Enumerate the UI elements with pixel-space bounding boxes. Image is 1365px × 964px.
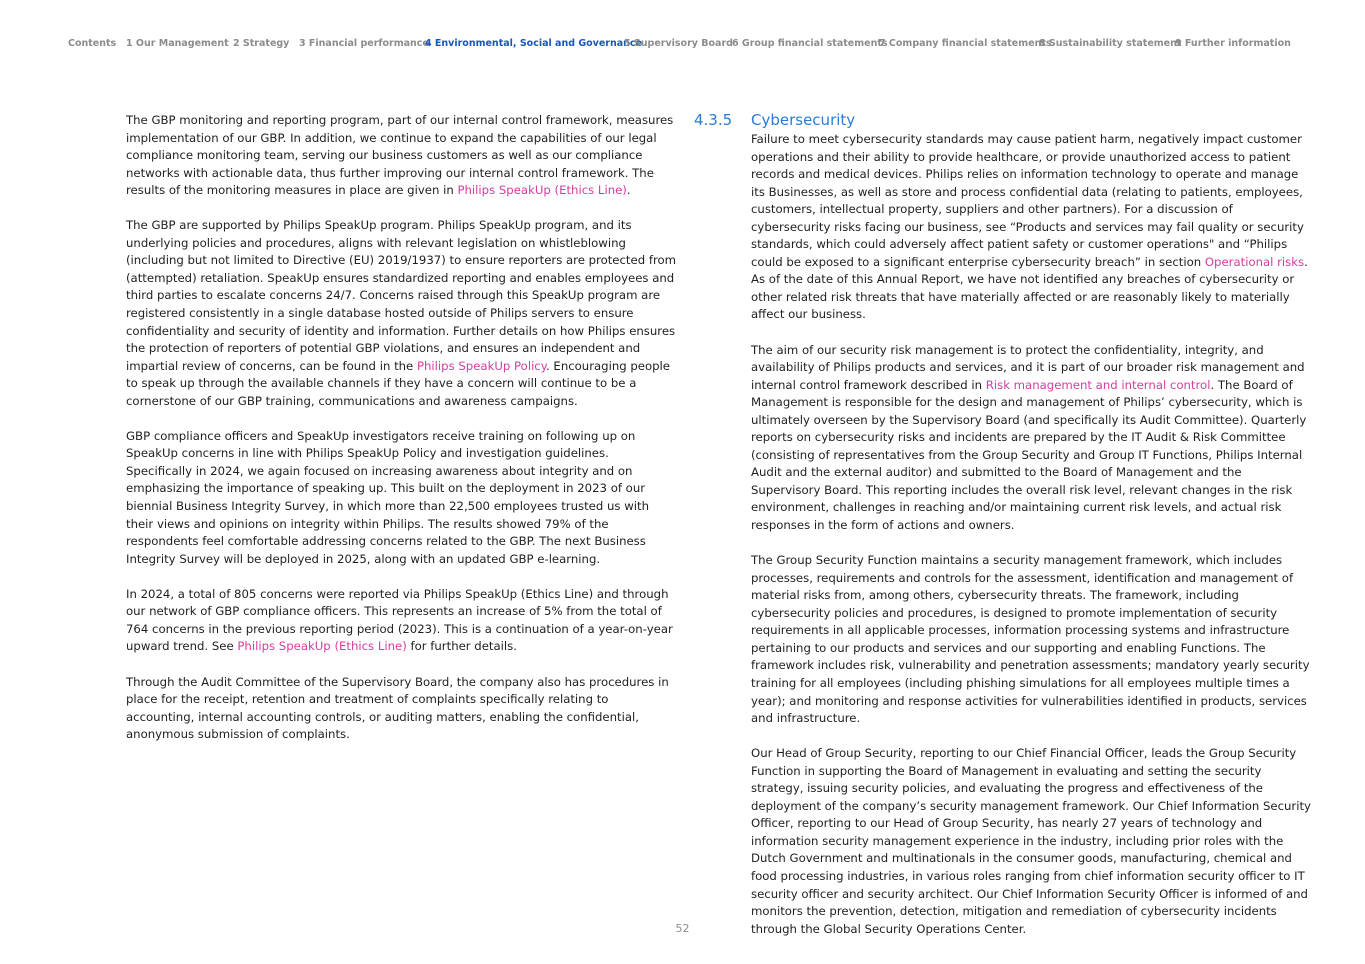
paragraph-concerns-reported: In 2024, a total of 805 concerns were reported via Philips SpeakUp (Ethics Line) and through our network of GBP compliance officers. This represents an increase of 5% from the total of 764 concerns in the previous reporting period (2023). This is a continuation of a year-on-year upward trend. See Philips SpeakUp (Ethics Line) for further details. [126, 586, 673, 654]
page-number: 52 [675, 922, 690, 935]
paragraph-speakup-program: The GBP are supported by Philips SpeakUp program. Philips SpeakUp program, and its underlying policies and procedures, aligns with relevant legislation on whistleblowing (including but not limited to Directive (EU) 2019/1937) to ensure reporters are protected from (attempted) retaliation. SpeakUp ensures standardized reporting and enables employees and third parties to escalate concerns 24/7. Concerns raised through this SpeakUp program are registered consistently in a single database hosted outside of Philips servers to ensure confidentiality and security of identity and information. Further details on how Philips ensures the protection of reporters of potential GBP violations, and ensures an independent and impartial review of concerns, can be found in the Philips SpeakUp Policy. Encouraging people to speak up through the available channels if they have a concern will continue to be a cornerstone of our GBP training, communications and awareness campaigns. [126, 218, 677, 408]
right-column [751, 131, 1311, 956]
left-column [126, 112, 678, 761]
paragraph-cyber-failure: Failure to meet cybersecurity standards may cause patient harm, negatively impact customer operations and their ability to provide healthcare, or provide unauthorized access to patient records and medical devices. Philips relies on information technology to operate and manage its Businesses, as well as store and process confidential data (relating to patients, employees, customers, intellectual property, suppliers and other partners). For a discussion of cybersecurity risks facing our business, see “Products and services may fail quality or security standards, which could adversely affect patient safety or customer operations" and “Philips could be exposed to a significant enterprise cybersecurity breach” in section Operational risks. As of the date of this Annual Report, we have not identified any breaches of cybersecurity or other related risk threats that have materially affected or are reasonably likely to materially affect our business. [751, 132, 1308, 322]
paragraph-compliance-training: GBP compliance officers and SpeakUp investigators receive training on following up on SpeakUp concerns in line with Philips SpeakUp Policy and investigation guidelines. Specifically in 2024, we again focused on increasing awareness about integrity and on emphasizing the importance of speaking up. This built on the deployment in 2023 of our biennial Business Integrity Survey, in which more than 22,500 employees trusted us with their views and opinions on integrity within Philips. The results showed 79% of the respondents feel comfortable addressing concerns related to the GBP. The next Business Integrity Survey will be deployed in 2025, along with an updated GBP e-learning. [126, 428, 649, 566]
top-navigation [68, 38, 1365, 52]
nav-strategy[interactable]: 2 Strategy [233, 38, 290, 49]
nav-contents[interactable]: Contents [68, 38, 117, 49]
paragraph-security-risk-management: The aim of our security risk management is to protect the confidentiality, integrity, and availability of Philips products and services, and it is part of our broader risk management and internal control framework described in Risk management and internal control. The Board of Management is responsible for the design and management of Philips’ cybersecurity, which is ultimately overseen by the Supervisory Board (and specifically its Audit Committee). Quarterly reports on cybersecurity risks and incidents are prepared by the IT Audit & Risk Committee (consisting of representatives from the Group Security and Group IT Functions, Philips Internal Audit and the external auditor) and submitted to the Board of Management and the Supervisory Board. This reporting includes the overall risk level, relevant changes in the risk environment, challenges in reaching and/or maintaining current risk levels, and actual risk responses in the form of actions and owners. [751, 342, 1307, 533]
section-number: 4.3.5 [694, 111, 733, 129]
paragraph-audit-committee: Through the Audit Committee of the Supervisory Board, the company also has procedures in place for the receipt, retention and treatment of complaints specifically relating to accounting, internal accounting controls, or auditing matters, enabling the confidential, anonymous submission of complaints. [126, 674, 669, 742]
paragraph-security-framework: The Group Security Function maintains a security management framework, which includes processes, requirements and controls for the assessment, identification and management of material risks from, among others, cybersecurity threats. The framework, including cybersecurity policies and procedures, is designed to promote implementation of security requirements in all applicable processes, information processing systems and infrastructure pertaining to our products and services and our supporting and enabling Functions. The framework includes risk, vulnerability and penetration assessments; mandatory yearly security training for all employees (including phishing simulations for all employees multiple times a year); and monitoring and response activities for vulnerabilities identified in products, services and infrastructure. [751, 553, 1310, 726]
nav-group-financial-statements[interactable]: 6 Group financial statements [732, 38, 888, 49]
link-operational-risks[interactable]: Operational risks [1204, 254, 1305, 269]
link-speakup-ethics-line-2[interactable]: Philips SpeakUp (Ethics Line) [237, 639, 407, 654]
nav-our-management[interactable]: 1 Our Management [126, 38, 229, 49]
nav-esg[interactable]: 4 Environmental, Social and Governance [425, 38, 642, 49]
section-title: Cybersecurity [751, 111, 856, 129]
link-risk-management[interactable]: Risk management and internal control [985, 377, 1211, 392]
paragraph-gbp-monitoring: The GBP monitoring and reporting program, part of our internal control framework, measures implementation of our GBP. In addition, we continue to expand the capabilities of our legal compliance monitoring team, serving our business customers as well as our compliance networks with actionable data, thus further improving our internal control framework. The results of the monitoring measures in place are given in Philips SpeakUp (Ethics Line). [126, 113, 674, 198]
paragraph-head-of-security: Our Head of Group Security, reporting to our Chief Financial Officer, leads the Group Security Function in supporting the Board of Management in evaluating and setting the security strategy, issuing security policies, and evaluating the progress and effectiveness of the deployment of the company’s security management framework. Our Chief Information Security Officer, reporting to our Head of Group Security, has nearly 27 years of technology and information security management experience in the industry, including prior roles with the Dutch Government and multinationals in the consumer goods, manufacturing, chemical and food processing industries, in various roles ranging from chief information security officer to IT security officer and security architect. Our Chief Information Security Officer is informed of and monitors the prevention, detection, mitigation and remediation of cybersecurity incidents through the Global Security Operations Center. [751, 746, 1311, 936]
nav-further-information[interactable]: 9 Further information [1175, 38, 1291, 49]
nav-sustainability-statement[interactable]: 8 Sustainability statement [1039, 38, 1182, 49]
link-speakup-ethics-line[interactable]: Philips SpeakUp (Ethics Line) [457, 183, 627, 198]
nav-company-financial-statements[interactable]: 7 Company financial statements [879, 38, 1052, 49]
link-speakup-policy[interactable]: Philips SpeakUp Policy [416, 358, 546, 373]
nav-supervisory-board[interactable]: 5 Supervisory Board [624, 38, 733, 49]
nav-financial-performance[interactable]: 3 Financial performance [299, 38, 429, 49]
